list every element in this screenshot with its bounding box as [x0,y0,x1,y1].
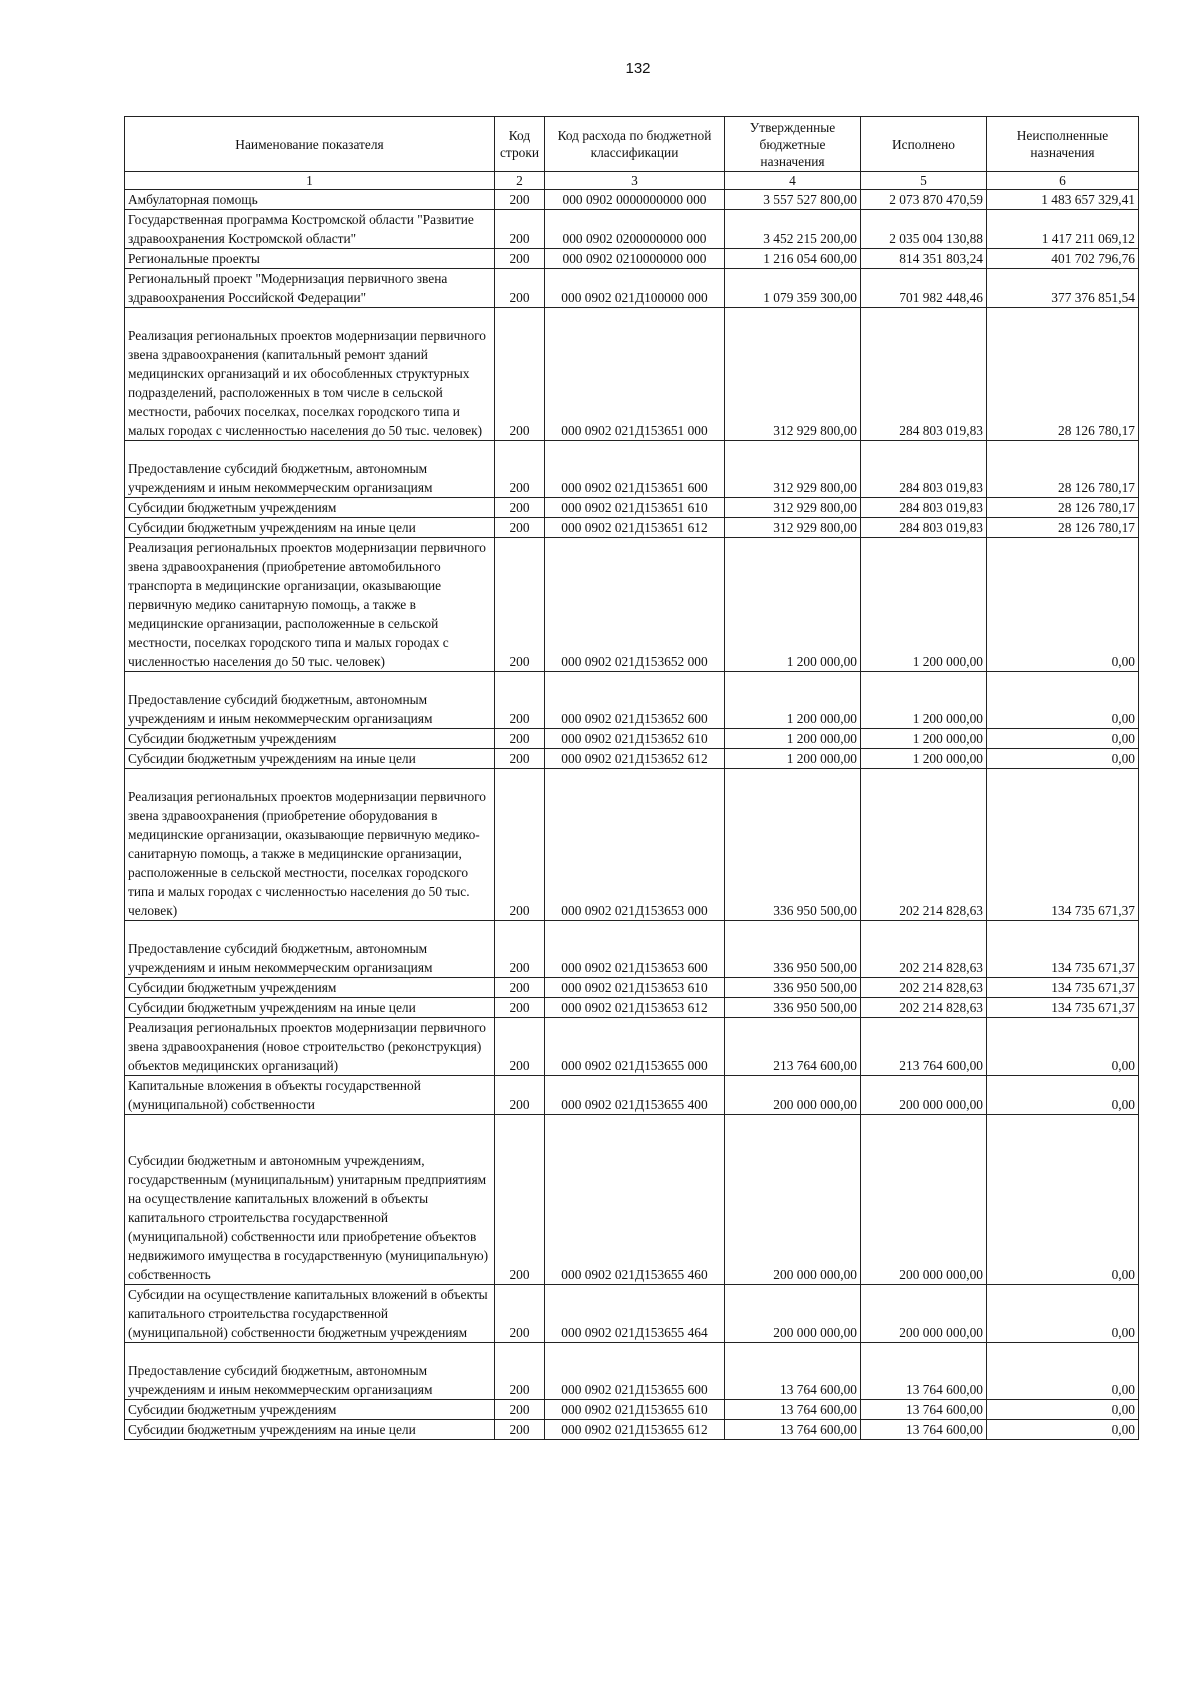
row-executed-amount: 284 803 019,83 [861,308,987,441]
column-number: 3 [545,172,725,190]
row-approved-amount: 1 200 000,00 [725,538,861,672]
row-indicator-name: Субсидии бюджетным учреждениям на иные цели [125,749,495,769]
row-unexecuted-amount: 0,00 [987,1343,1139,1400]
row-budget-code: 000 0902 021Д153651 600 [545,441,725,498]
column-number: 2 [495,172,545,190]
row-executed-amount: 13 764 600,00 [861,1420,987,1440]
row-executed-amount: 202 214 828,63 [861,998,987,1018]
row-budget-code: 000 0902 0210000000 000 [545,249,725,269]
row-budget-code: 000 0902 021Д153652 600 [545,672,725,729]
row-approved-amount: 213 764 600,00 [725,1018,861,1076]
table-row [125,498,1139,518]
row-budget-code: 000 0902 021Д153655 610 [545,1400,725,1420]
table-row [125,538,1139,672]
page-number: 132 [625,60,651,77]
row-approved-amount: 336 950 500,00 [725,769,861,921]
row-budget-code: 000 0902 021Д153655 612 [545,1420,725,1440]
row-budget-code: 000 0902 021Д153652 000 [545,538,725,672]
table-row [125,921,1139,978]
row-executed-amount: 200 000 000,00 [861,1285,987,1343]
table-row [125,749,1139,769]
row-approved-amount: 312 929 800,00 [725,308,861,441]
row-indicator-name: Реализация региональных проектов модернизации первичного звена здравоохранения (приобретение автомобильного транспорта в медицинские организации, оказывающие первичную медико санитарную помощь, а также в медицинские организации, расположенные в сельской местности, поселках городского типа и малых городах с численностью населения до 50 тыс. человек) [125,538,495,672]
row-executed-amount: 2 073 870 470,59 [861,190,987,210]
row-line-code: 200 [495,1400,545,1420]
table-row [125,308,1139,441]
row-unexecuted-amount: 0,00 [987,749,1139,769]
row-line-code: 200 [495,978,545,998]
row-approved-amount: 13 764 600,00 [725,1343,861,1400]
table-body [125,190,1139,1440]
row-line-code: 200 [495,1018,545,1076]
row-approved-amount: 200 000 000,00 [725,1076,861,1115]
row-indicator-name: Субсидии бюджетным учреждениям [125,498,495,518]
row-line-code: 200 [495,498,545,518]
row-unexecuted-amount: 28 126 780,17 [987,308,1139,441]
row-line-code: 200 [495,1285,545,1343]
row-budget-code: 000 0902 021Д153653 612 [545,998,725,1018]
row-executed-amount: 200 000 000,00 [861,1076,987,1115]
row-executed-amount: 200 000 000,00 [861,1115,987,1285]
row-unexecuted-amount: 134 735 671,37 [987,769,1139,921]
row-approved-amount: 13 764 600,00 [725,1420,861,1440]
table-row [125,1285,1139,1343]
row-line-code: 200 [495,921,545,978]
row-budget-code: 000 0902 021Д153655 000 [545,1018,725,1076]
table-row [125,1420,1139,1440]
row-approved-amount: 200 000 000,00 [725,1115,861,1285]
table-row [125,998,1139,1018]
row-executed-amount: 814 351 803,24 [861,249,987,269]
row-executed-amount: 1 200 000,00 [861,729,987,749]
row-unexecuted-amount: 0,00 [987,1285,1139,1343]
row-line-code: 200 [495,210,545,249]
budget-execution-table [124,116,1139,1440]
row-approved-amount: 3 557 527 800,00 [725,190,861,210]
row-budget-code: 000 0902 021Д153653 610 [545,978,725,998]
column-number: 4 [725,172,861,190]
row-line-code: 200 [495,1420,545,1440]
row-executed-amount: 202 214 828,63 [861,769,987,921]
row-budget-code: 000 0902 021Д100000 000 [545,269,725,308]
row-unexecuted-amount: 134 735 671,37 [987,998,1139,1018]
row-unexecuted-amount: 0,00 [987,1115,1139,1285]
row-indicator-name: Субсидии на осуществление капитальных вложений в объекты капитального строительства государственной (муниципальной) собственности бюджетным учреждениям [125,1285,495,1343]
row-line-code: 200 [495,269,545,308]
row-line-code: 200 [495,538,545,672]
row-approved-amount: 336 950 500,00 [725,998,861,1018]
row-indicator-name: Капитальные вложения в объекты государственной (муниципальной) собственности [125,1076,495,1115]
row-budget-code: 000 0902 021Д153655 464 [545,1285,725,1343]
header-executed: Исполнено [861,117,987,172]
row-executed-amount: 1 200 000,00 [861,672,987,729]
row-executed-amount: 13 764 600,00 [861,1343,987,1400]
column-number: 6 [987,172,1139,190]
row-unexecuted-amount: 0,00 [987,729,1139,749]
row-budget-code: 000 0902 021Д153651 612 [545,518,725,538]
row-line-code: 200 [495,1115,545,1285]
table-row [125,1076,1139,1115]
row-executed-amount: 701 982 448,46 [861,269,987,308]
row-executed-amount: 13 764 600,00 [861,1400,987,1420]
row-indicator-name: Предоставление субсидий бюджетным, автономным учреждениям и иным некоммерческим организациям [125,1343,495,1400]
row-indicator-name: Региональный проект "Модернизация первичного звена здравоохранения Российской Федерации" [125,269,495,308]
row-line-code: 200 [495,729,545,749]
row-executed-amount: 284 803 019,83 [861,518,987,538]
row-unexecuted-amount: 28 126 780,17 [987,498,1139,518]
row-unexecuted-amount: 1 483 657 329,41 [987,190,1139,210]
row-indicator-name: Амбулаторная помощь [125,190,495,210]
table-row [125,769,1139,921]
row-approved-amount: 200 000 000,00 [725,1285,861,1343]
row-line-code: 200 [495,518,545,538]
row-approved-amount: 312 929 800,00 [725,518,861,538]
row-approved-amount: 1 079 359 300,00 [725,269,861,308]
row-budget-code: 000 0902 021Д153653 000 [545,769,725,921]
row-line-code: 200 [495,749,545,769]
table-row [125,518,1139,538]
row-budget-code: 000 0902 021Д153651 610 [545,498,725,518]
row-executed-amount: 1 200 000,00 [861,749,987,769]
column-number: 1 [125,172,495,190]
row-budget-code: 000 0902 021Д153655 460 [545,1115,725,1285]
row-unexecuted-amount: 0,00 [987,538,1139,672]
row-executed-amount: 213 764 600,00 [861,1018,987,1076]
table-row [125,269,1139,308]
row-unexecuted-amount: 1 417 211 069,12 [987,210,1139,249]
row-executed-amount: 2 035 004 130,88 [861,210,987,249]
column-number: 5 [861,172,987,190]
row-approved-amount: 1 200 000,00 [725,729,861,749]
row-indicator-name: Субсидии бюджетным учреждениям на иные цели [125,518,495,538]
row-indicator-name: Субсидии бюджетным учреждениям на иные цели [125,1420,495,1440]
row-executed-amount: 202 214 828,63 [861,921,987,978]
row-indicator-name: Региональные проекты [125,249,495,269]
row-indicator-name: Государственная программа Костромской области "Развитие здравоохранения Костромской области" [125,210,495,249]
header-approved: Утвержденные бюджетные назначения [725,117,861,172]
row-unexecuted-amount: 134 735 671,37 [987,978,1139,998]
table-row [125,210,1139,249]
header-indicator-name: Наименование показателя [125,117,495,172]
row-approved-amount: 13 764 600,00 [725,1400,861,1420]
table-row [125,672,1139,729]
table-row [125,1343,1139,1400]
row-indicator-name: Реализация региональных проектов модернизации первичного звена здравоохранения (приобретение оборудования в медицинские организации, оказывающие первичную медико-санитарную помощь, а также в медицинские организации, расположенные в сельской местности, поселках городского типа и малых городах с численностью населения до 50 тыс. человек) [125,769,495,921]
row-unexecuted-amount: 0,00 [987,1400,1139,1420]
row-approved-amount: 1 200 000,00 [725,672,861,729]
table-row [125,1400,1139,1420]
row-executed-amount: 1 200 000,00 [861,538,987,672]
row-indicator-name: Субсидии бюджетным учреждениям [125,978,495,998]
row-unexecuted-amount: 0,00 [987,1420,1139,1440]
row-approved-amount: 336 950 500,00 [725,978,861,998]
table-row [125,1018,1139,1076]
row-unexecuted-amount: 0,00 [987,672,1139,729]
row-indicator-name: Предоставление субсидий бюджетным, автономным учреждениям и иным некоммерческим организациям [125,672,495,729]
row-line-code: 200 [495,249,545,269]
header-unexecuted: Неисполненные назначения [987,117,1139,172]
row-line-code: 200 [495,672,545,729]
row-budget-code: 000 0902 021Д153652 610 [545,729,725,749]
row-executed-amount: 284 803 019,83 [861,441,987,498]
row-line-code: 200 [495,308,545,441]
table-row [125,190,1139,210]
row-indicator-name: Реализация региональных проектов модернизации первичного звена здравоохранения (новое строительство (реконструкция) объектов медицинских организаций) [125,1018,495,1076]
row-indicator-name: Предоставление субсидий бюджетным, автономным учреждениям и иным некоммерческим организациям [125,441,495,498]
header-line-code: Код строки [495,117,545,172]
table-row [125,441,1139,498]
row-unexecuted-amount: 134 735 671,37 [987,921,1139,978]
row-budget-code: 000 0902 021Д153655 600 [545,1343,725,1400]
row-executed-amount: 202 214 828,63 [861,978,987,998]
header-row [125,117,1139,172]
row-budget-code: 000 0902 021Д153653 600 [545,921,725,978]
row-unexecuted-amount: 0,00 [987,1018,1139,1076]
row-approved-amount: 312 929 800,00 [725,498,861,518]
row-approved-amount: 1 216 054 600,00 [725,249,861,269]
row-executed-amount: 284 803 019,83 [861,498,987,518]
row-approved-amount: 1 200 000,00 [725,749,861,769]
row-indicator-name: Субсидии бюджетным и автономным учреждениям, государственным (муниципальным) унитарным предприятиям на осуществление капитальных вложений в объекты капитального строительства государственной (муниципальной) собственности или приобретение объектов недвижимого имущества в государственную (муниципальную) собственность [125,1115,495,1285]
row-indicator-name: Реализация региональных проектов модернизации первичного звена здравоохранения (капитальный ремонт зданий медицинских организаций и их обособленных структурных подразделений, расположенных в том числе в сельской местности, рабочих поселках, поселках городского типа и малых городах с численностью населения до 50 тыс. человек) [125,308,495,441]
row-line-code: 200 [495,1076,545,1115]
row-indicator-name: Субсидии бюджетным учреждениям [125,1400,495,1420]
row-indicator-name: Предоставление субсидий бюджетным, автономным учреждениям и иным некоммерческим организациям [125,921,495,978]
row-budget-code: 000 0902 021Д153651 000 [545,308,725,441]
row-approved-amount: 3 452 215 200,00 [725,210,861,249]
row-approved-amount: 312 929 800,00 [725,441,861,498]
table-row [125,249,1139,269]
row-budget-code: 000 0902 021Д153655 400 [545,1076,725,1115]
row-unexecuted-amount: 401 702 796,76 [987,249,1139,269]
row-approved-amount: 336 950 500,00 [725,921,861,978]
row-indicator-name: Субсидии бюджетным учреждениям на иные цели [125,998,495,1018]
table-row [125,1115,1139,1285]
row-line-code: 200 [495,769,545,921]
table-row [125,978,1139,998]
column-number-row [125,172,1139,190]
row-unexecuted-amount: 377 376 851,54 [987,269,1139,308]
row-indicator-name: Субсидии бюджетным учреждениям [125,729,495,749]
row-line-code: 200 [495,998,545,1018]
row-line-code: 200 [495,190,545,210]
table-row [125,729,1139,749]
row-unexecuted-amount: 28 126 780,17 [987,518,1139,538]
row-budget-code: 000 0902 021Д153652 612 [545,749,725,769]
header-budget-code: Код расхода по бюджетной классификации [545,117,725,172]
row-unexecuted-amount: 0,00 [987,1076,1139,1115]
row-line-code: 200 [495,1343,545,1400]
row-line-code: 200 [495,441,545,498]
row-budget-code: 000 0902 0200000000 000 [545,210,725,249]
row-budget-code: 000 0902 0000000000 000 [545,190,725,210]
row-unexecuted-amount: 28 126 780,17 [987,441,1139,498]
